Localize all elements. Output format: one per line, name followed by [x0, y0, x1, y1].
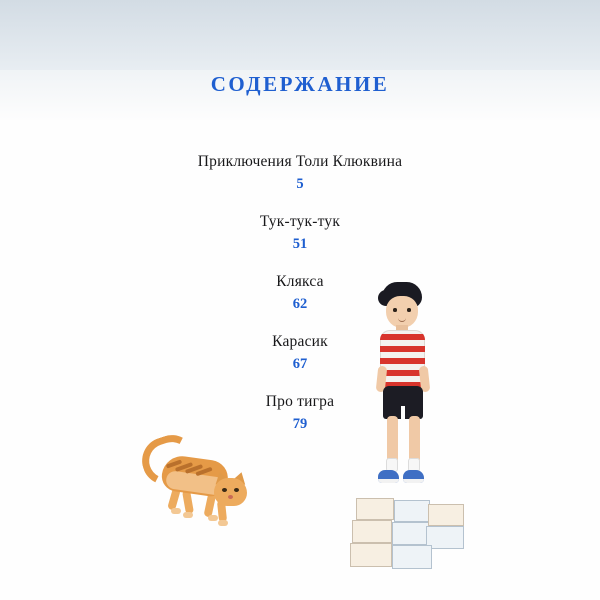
boy-illustration — [358, 282, 448, 517]
toc-entry-title: Тук-тук-тук — [259, 213, 341, 230]
page-title: СОДЕРЖАНИЕ — [210, 72, 390, 96]
shirt-stripe — [380, 358, 425, 364]
toc-entry-page: 79 — [292, 416, 308, 432]
scan-gradient-top-inner — [0, 0, 600, 70]
boy-eye-left — [393, 308, 397, 312]
boy-leg-left — [387, 416, 398, 464]
boy-face — [386, 296, 418, 328]
boy-striped-shirt — [380, 330, 425, 388]
hopscotch-tile — [392, 545, 432, 569]
cat-nose — [228, 495, 233, 499]
boy-eye-right — [407, 308, 411, 312]
toc-entry-title: Карасик — [272, 333, 328, 350]
cat-eye-right — [234, 488, 239, 492]
list-item — [0, 332, 600, 374]
shirt-stripe — [380, 346, 425, 352]
cat-paw — [208, 515, 218, 521]
boy-shorts — [383, 386, 423, 419]
shirt-stripe — [380, 334, 425, 340]
cat-paw — [218, 520, 228, 526]
boy-shoe-left — [378, 470, 399, 483]
cat-illustration — [140, 430, 265, 535]
toc-entry-page: 5 — [296, 176, 304, 192]
boy-leg-right — [409, 416, 420, 464]
list-item — [0, 272, 600, 314]
toc-entry-title: Приключения Толи Клюквина — [197, 153, 403, 170]
table-of-contents — [0, 152, 600, 452]
toc-entry-title: Про тигра — [265, 393, 335, 410]
list-item — [0, 392, 600, 434]
toc-entry-page: 62 — [292, 296, 308, 312]
list-item — [0, 212, 600, 254]
cat-eye-left — [222, 488, 227, 492]
cat-head — [214, 478, 247, 506]
boy-shoe-right — [403, 470, 424, 483]
toc-entry-page: 51 — [292, 236, 308, 252]
cat-paw — [183, 512, 193, 518]
hopscotch-tile — [392, 522, 430, 545]
cat-paw — [171, 508, 181, 514]
toc-entry-title: Клякса — [276, 273, 324, 290]
hopscotch-tile — [352, 520, 392, 543]
list-item — [0, 152, 600, 194]
toc-entry-page: 67 — [292, 356, 308, 372]
hopscotch-tile — [350, 543, 392, 567]
